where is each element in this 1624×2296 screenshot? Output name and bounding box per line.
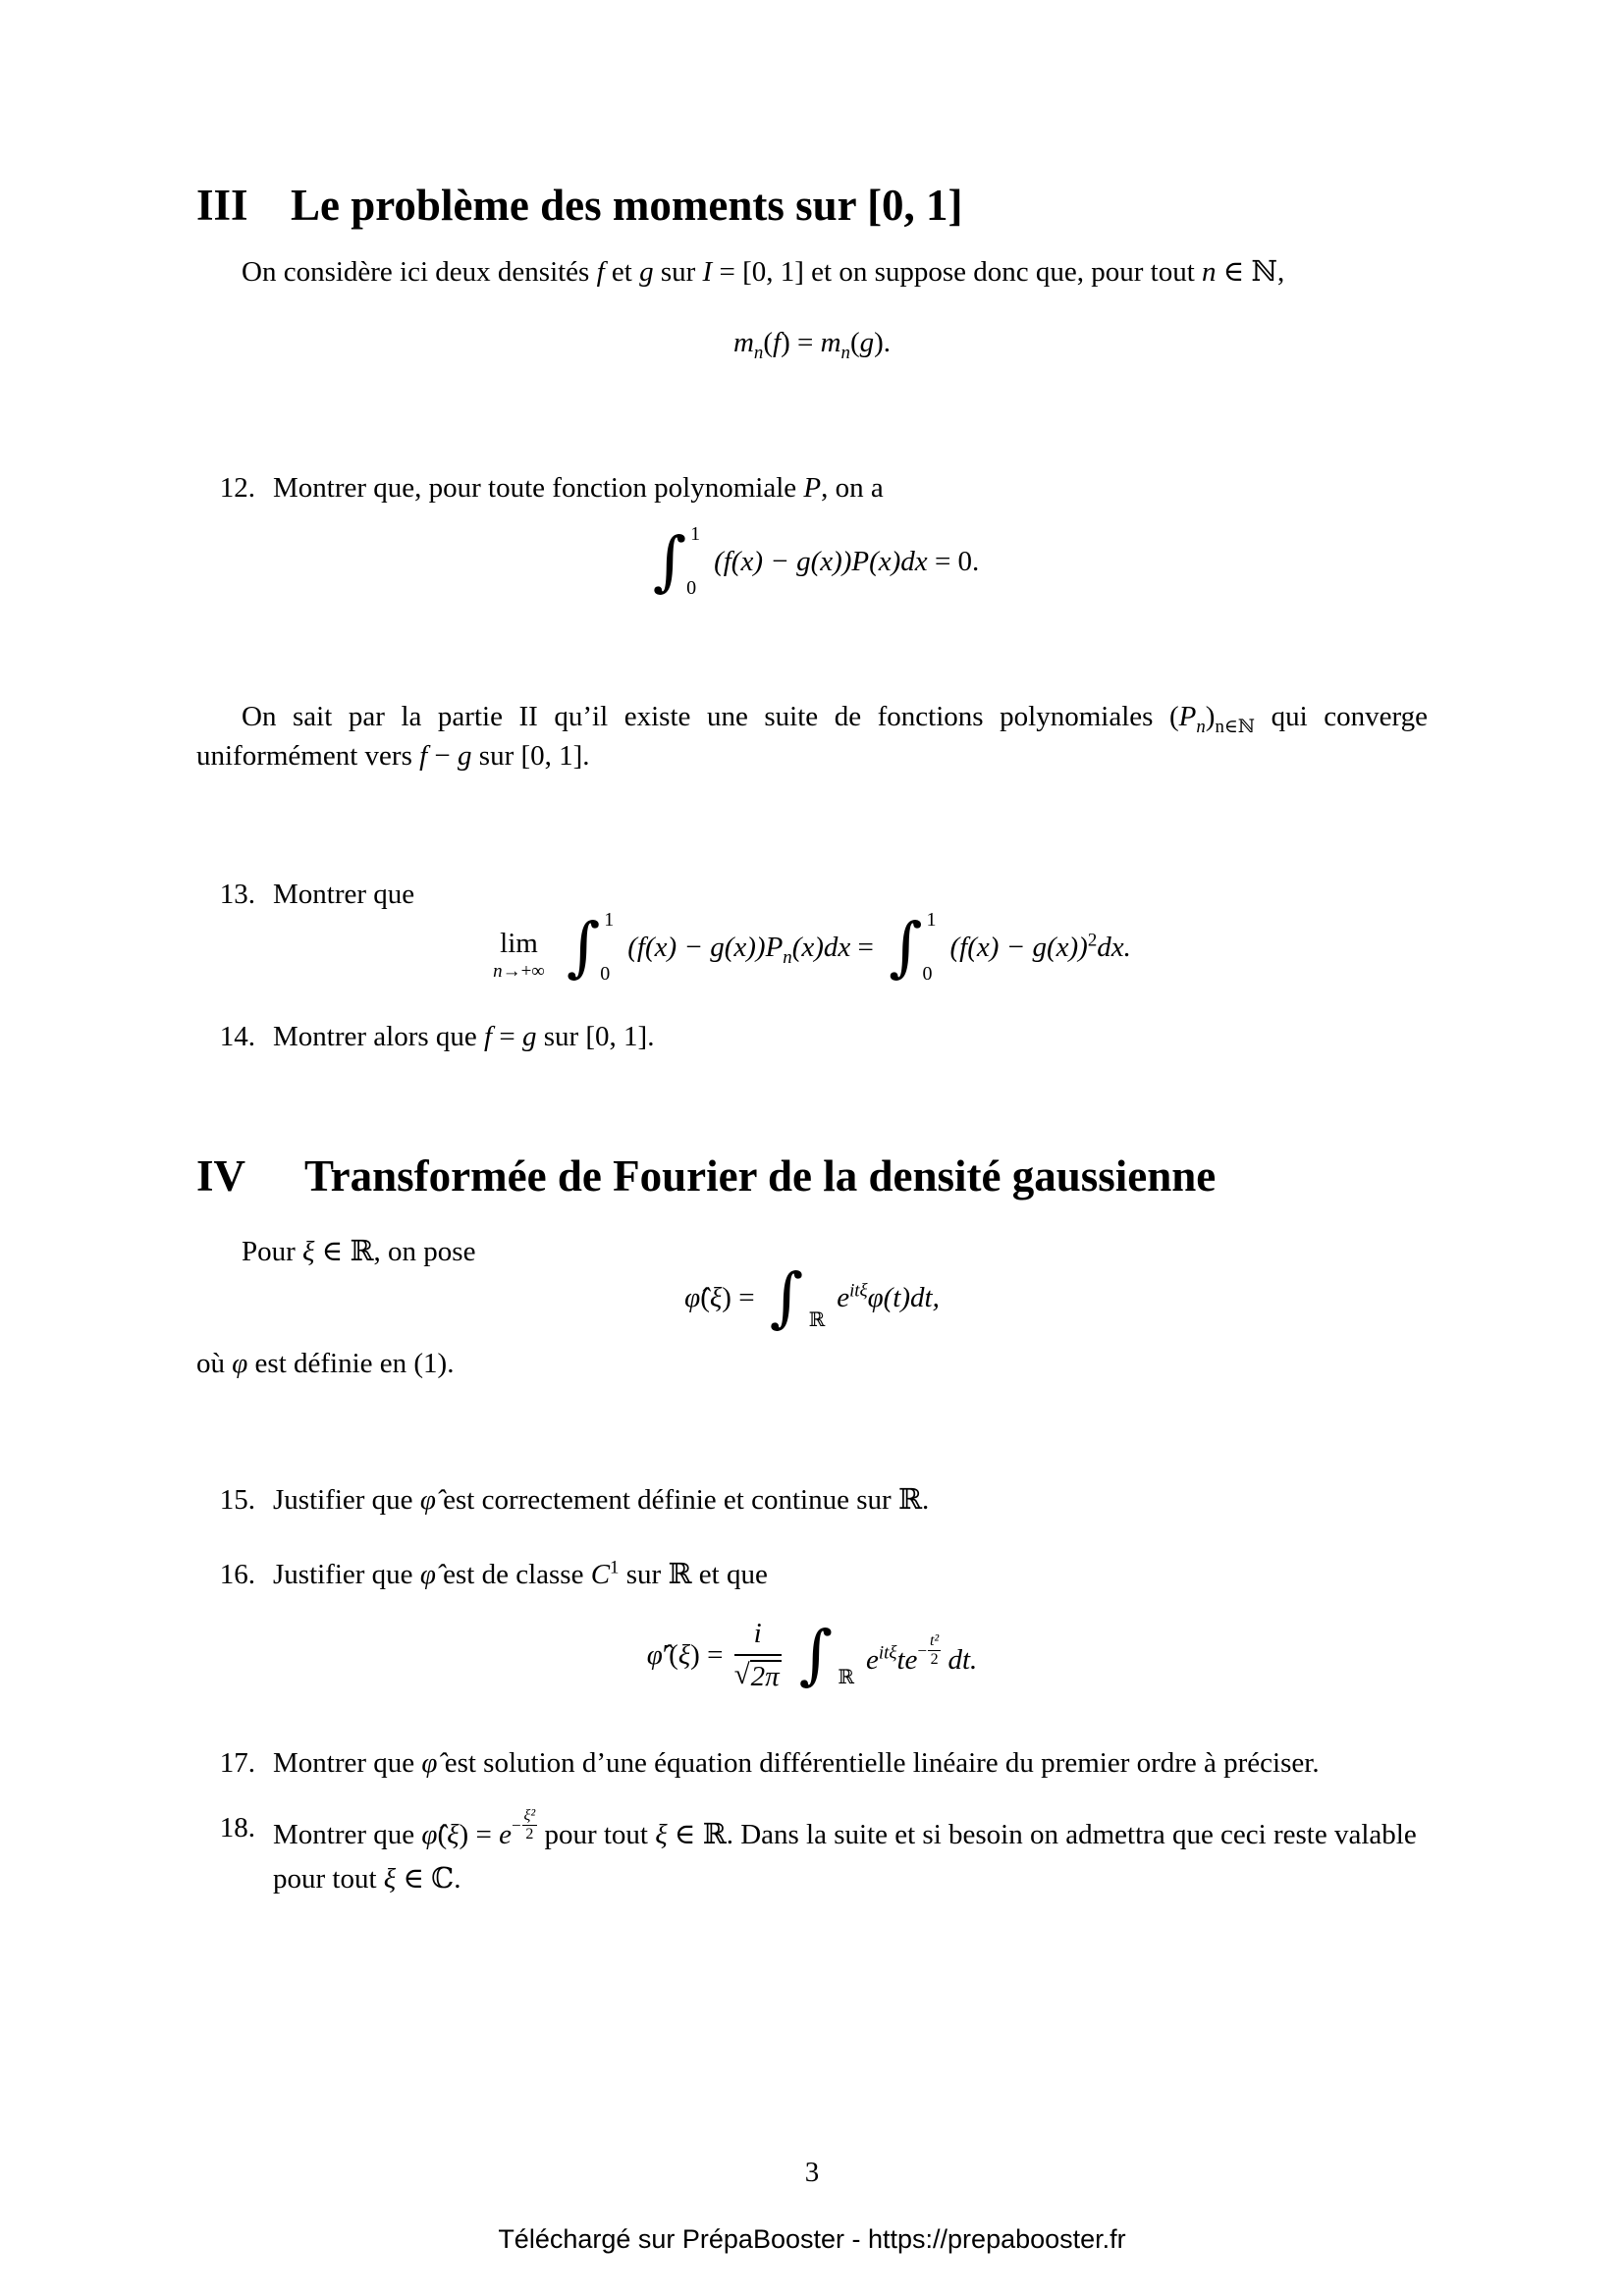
equation-end: $(f(x) - g(x))^2dx$. <box>949 929 1131 963</box>
equation-body: (f(x) − g(x))P(x)dx = 0. <box>714 545 980 577</box>
list-item-16 <box>196 1555 1428 1594</box>
page-number: 3 <box>804 2157 820 2188</box>
square-root <box>734 1660 782 1691</box>
limit-word: lim <box>500 928 538 959</box>
integral-0-1 <box>566 908 615 986</box>
integral-lower-bound: 0 <box>600 963 611 986</box>
section-heading-iii <box>196 183 1428 229</box>
item-text: Montrer alors que f = g sur [0, 1]. <box>273 1021 655 1052</box>
integral-symbol: ∫ <box>798 1616 834 1692</box>
integral-lower-bound: ℝ <box>838 1667 855 1689</box>
equation-integral-zero <box>196 518 1428 605</box>
item-number: 14. <box>219 1021 255 1052</box>
item-number: 18. <box>219 1812 255 1843</box>
footer-text: Téléchargé sur PrépaBooster - <box>498 2224 868 2254</box>
paragraph-partie-ii: On sait par la partie II qu’il existe une suite de fonctions polynomiales $(P_n)_{n\in ℕ}$ qui converge uniformément vers f − g sur [0, 1]. <box>196 701 1428 773</box>
item-number: 16. <box>219 1559 255 1590</box>
item-text: Justifier que φ̂ est de classe $C^1$ sur ℝ et que <box>273 1557 768 1590</box>
list-item-17 <box>196 1743 1428 1783</box>
integral-upper-bound: 1 <box>690 522 701 545</box>
equation-fourier-transform <box>196 1258 1428 1337</box>
section-title: Le problème des moments sur [0, 1] <box>291 181 963 230</box>
equation-limit <box>196 906 1428 988</box>
item-number: 17. <box>219 1747 255 1779</box>
paragraph-densities-intro: On considère ici deux densités f et g sur I = [0, 1] et on suppose donc que, pour tout n ∈ ℕ, <box>242 256 1285 288</box>
fraction-denominator <box>734 1656 782 1691</box>
integral-over-R <box>769 1258 826 1335</box>
section-number: III <box>196 181 248 230</box>
item-text: Montrer que φ̂(ξ) = e − $\frac{\text{ξ²}}{2}$ pour tout ξ ∈ ℝ. Dans la suite et si besoin on admettra que ceci reste valable pour tout ξ ∈ ℂ. <box>273 1807 1424 1895</box>
fraction-numerator: i <box>734 1619 782 1655</box>
integral-upper-bound: 1 <box>926 908 937 931</box>
limit-subscript: n→+∞ <box>493 961 545 982</box>
integral-0-1 <box>889 908 937 986</box>
integral-lower-bound: 0 <box>686 577 697 600</box>
item-number: 13. <box>219 879 255 910</box>
equation-lhs: φ̂′(ξ) = <box>646 1638 731 1671</box>
limit-operator <box>493 930 545 981</box>
equation-derivative <box>196 1610 1428 1700</box>
integral-over-R <box>798 1616 855 1692</box>
list-item-12 <box>196 468 1428 507</box>
paragraph-phi-defined: où φ est définie en (1). <box>196 1348 455 1379</box>
radical-sign: √ <box>733 1658 750 1690</box>
section-heading-iv <box>196 1153 1428 1200</box>
equation-moments-equal: $m_n(f) = m_n(g)$. <box>732 327 892 363</box>
paragraph-pose: Pour ξ ∈ ℝ, on pose <box>242 1236 476 1267</box>
list-item-14 <box>196 1017 1428 1056</box>
equation-lhs: φ̂(ξ) = <box>684 1281 762 1313</box>
equation-body: $e^{it\xi}te$ − $\frac{\text{t²}}{2}$ dt. <box>866 1632 978 1676</box>
integral-lower-bound: 0 <box>922 963 933 986</box>
integral-0-1 <box>652 522 701 600</box>
item-text: Justifier que φ̂ est correctement définie et continue sur ℝ. <box>273 1484 930 1516</box>
equation-middle: $(f(x) - g(x))P_n(x)dx$ = <box>627 931 882 968</box>
section-number: IV <box>196 1151 246 1201</box>
footer <box>196 2224 1428 2255</box>
item-number: 12. <box>219 472 255 504</box>
list-item-18 <box>196 1808 1428 1901</box>
item-text: Montrer que <box>273 879 415 910</box>
integral-upper-bound: 1 <box>604 908 615 931</box>
section-title: Transformée de Fourier de la densité gaussienne <box>304 1151 1217 1201</box>
equation-body: $e^{it\xi}\varphi(t)dt$, <box>837 1279 940 1313</box>
item-text: Montrer que φ̂ est solution d’une équation différentielle linéaire du premier ordre à préciser. <box>273 1747 1320 1779</box>
fraction <box>734 1619 782 1691</box>
footer-link[interactable]: https://prepabooster.fr <box>868 2224 1126 2254</box>
list-item-15 <box>196 1480 1428 1520</box>
integral-symbol: ∫ <box>769 1258 804 1335</box>
integral-symbol: ∫ <box>652 522 687 599</box>
integral-lower-bound: ℝ <box>808 1309 826 1332</box>
integral-symbol: ∫ <box>566 908 601 985</box>
item-text: Montrer que, pour toute fonction polynomiale P, on a <box>273 472 884 504</box>
radicand: 2π <box>750 1660 780 1692</box>
item-number: 15. <box>219 1484 255 1516</box>
integral-symbol: ∫ <box>889 908 923 985</box>
